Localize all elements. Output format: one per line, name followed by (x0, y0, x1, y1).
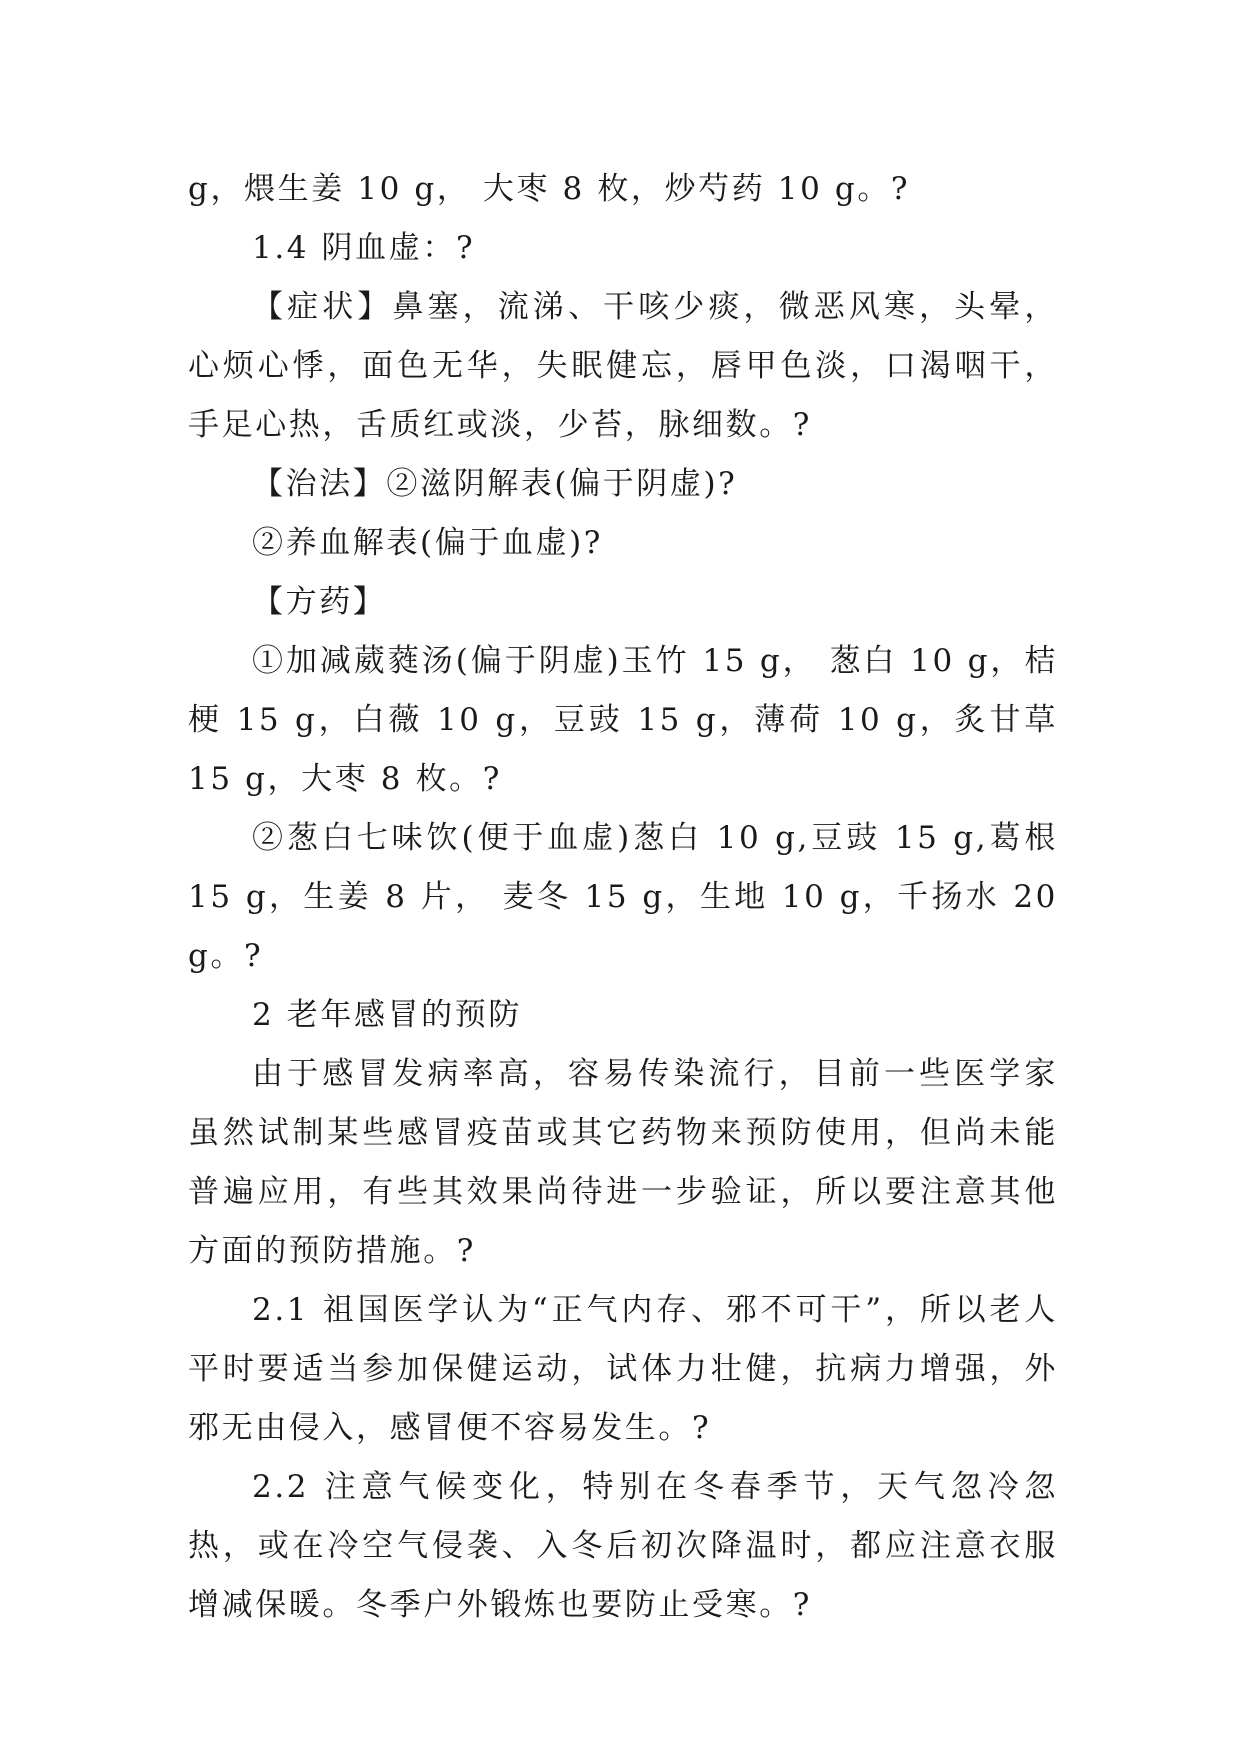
heading-prevention: 2 老年感冒的预防 (252, 997, 522, 1033)
heading-yin-blood-deficiency: 1.4 阴血虚：? (252, 230, 476, 266)
document-body (188, 160, 1058, 1635)
paragraph-treatment-2: ②养血解表(偏于血虚)? (252, 525, 604, 561)
paragraph-symptoms: 【症状】鼻塞，流涕、干咳少痰，微恶风寒，头晕，心烦心悸，面色无华，失眠健忘，唇甲色淡，口渴咽干，手足心热，舌质红或淡，少苔，脉细数。? (188, 289, 1058, 443)
paragraph-prevention-2-1: 2.1 祖国医学认为“正气内存、邪不可干”，所以老人平时要适当参加保健运动，试体力壮健，抗病力增强，外邪无由侵入，感冒便不容易发生。? (188, 1292, 1058, 1446)
paragraph-prevention-2-2: 2.2 注意气候变化，特别在冬春季节，天气忽冷忽热，或在冷空气侵袭、入冬后初次降温时，都应注意衣服增减保暖。冬季户外锻炼也要防止受寒。? (188, 1469, 1058, 1623)
paragraph-formula-continuation: g，煨生姜 10 g， 大枣 8 枚，炒芍药 10 g。? (188, 171, 911, 207)
heading-prescription: 【方药】 (252, 584, 387, 620)
paragraph-prescription-2: ②葱白七味饮(便于血虚)葱白 10 g,豆豉 15 g,葛根 15 g，生姜 8 片， 麦冬 15 g，生地 10 g，千扬水 20 g。? (188, 820, 1058, 974)
paragraph-treatment-1: 【治法】②滋阴解表(偏于阴虚)? (252, 466, 738, 502)
paragraph-prevention-intro: 由于感冒发病率高，容易传染流行，目前一些医学家虽然试制某些感冒疫苗或其它药物来预防使用，但尚未能普遍应用，有些其效果尚待进一步验证，所以要注意其他方面的预防措施。? (188, 1056, 1058, 1269)
paragraph-prescription-1: ①加减葳蕤汤(偏于阴虚)玉竹 15 g， 葱白 10 g，桔梗 15 g，白薇 10 g，豆豉 15 g，薄荷 10 g，炙甘草 15 g，大枣 8 枚。? (188, 643, 1058, 797)
